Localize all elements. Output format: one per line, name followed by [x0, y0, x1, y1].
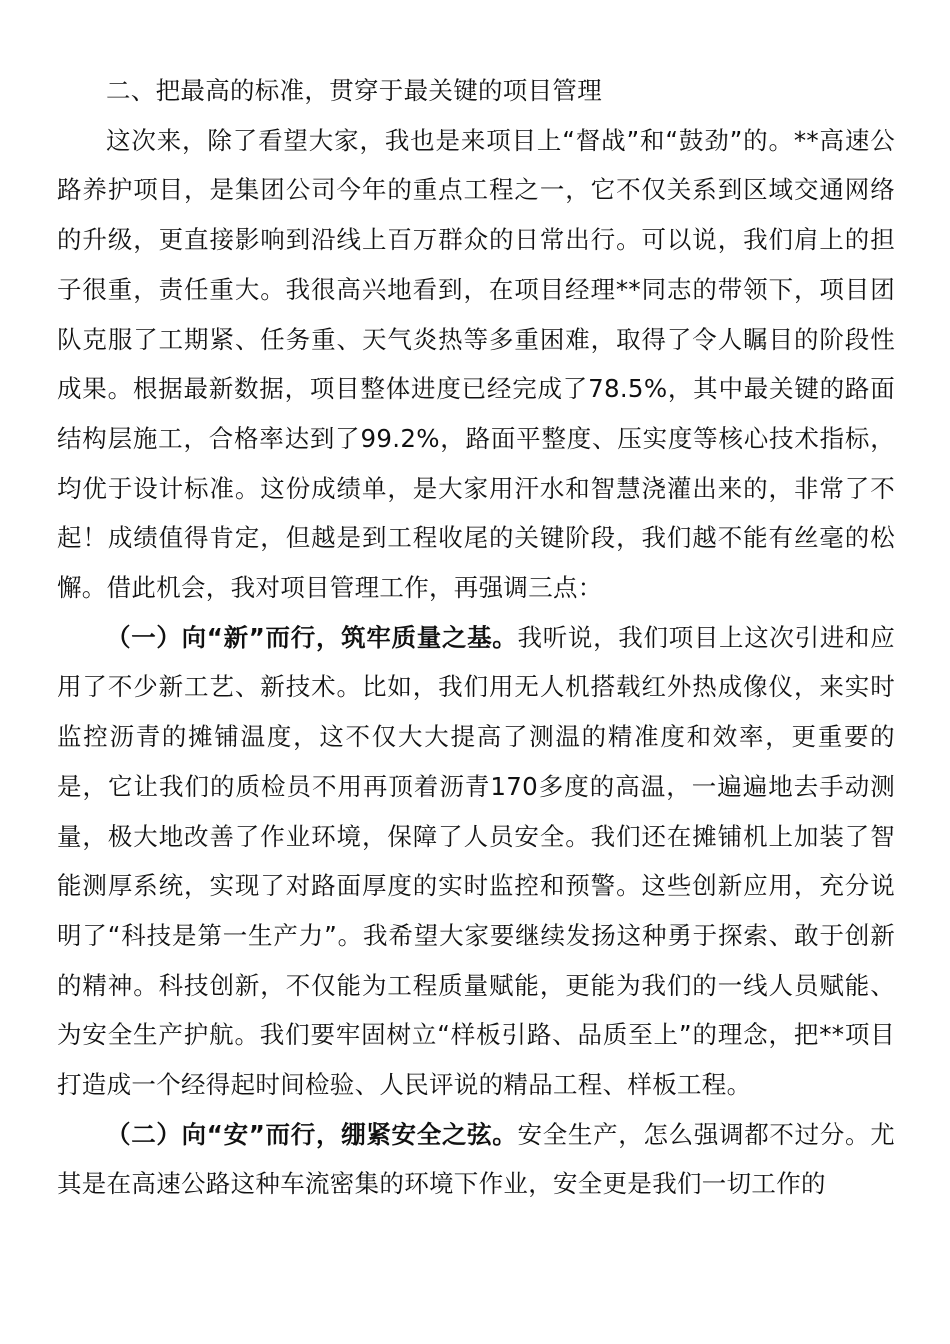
paragraph-intro: 这次来，除了看望大家，我也是来项目上“督战”和“鼓劲”的。**高速公路养护项目，是集团公司今年的重点工程之一，它不仅关系到区域交通网络的升级，更直接影响到沿线上百万群众的日常出行。可以说，我们肩上的担子很重，责任重大。我很高兴地看到，在项目经理**同志的带领下，项目团队克服了工期紧、任务重、天气炎热等多重困难，取得了令人瞩目的阶段性成果。根据最新数据，项目整体进度已经完成了78.5%，其中最关键的路面结构层施工，合格率达到了99.2%，路面平整度、压实度等核心技术指标，均优于设计标准。这份成绩单，是大家用汗水和智慧浇灌出来的，非常了不起！成绩值得肯定，但越是到工程收尾的关键阶段，我们越不能有丝毫的松懈。借此机会，我对项目管理工作，再强调三点： [57, 125, 895, 603]
document-page [57, 66, 895, 1209]
subheading-safety: （二）向“安”而行，绷紧安全之弦。 [106, 1119, 518, 1149]
section-heading: 二、把最高的标准，贯穿于最关键的项目管理 [106, 76, 602, 105]
paragraph-innovation [57, 613, 895, 1110]
paragraph-innovation-body: 我听说，我们项目上这次引进和应用了不少新工艺、新技术。比如，我们用无人机搭载红外热成像仪，来实时监控沥青的摊铺温度，这不仅大大提高了测温的精准度和效率，更重要的是，它让我们的质检员不用再顶着沥青170多度的高温，一遍遍地去手动测量，极大地改善了作业环境，保障了人员安全。我们还在摊铺机上加装了智能测厚系统，实现了对路面厚度的实时监控和预警。这些创新应用，充分说明了“科技是第一生产力”。我希望大家要继续发扬这种勇于探索、敢于创新的精神。科技创新，不仅能为工程质量赋能，更能为我们的一线人员赋能、为安全生产护航。我们要牢固树立“样板引路、品质至上”的理念，把**项目打造成一个经得起时间检验、人民评说的精品工程、样板工程。 [57, 622, 896, 1100]
subheading-innovation: （一）向“新”而行，筑牢质量之基。 [106, 622, 518, 652]
paragraph-safety-body: 安全生产，怎么强调都不过分。尤其是在高速公路这种车流密集的环境下作业，安全更是我们一切工作的 [57, 1119, 896, 1199]
paragraph-safety [57, 1110, 895, 1209]
